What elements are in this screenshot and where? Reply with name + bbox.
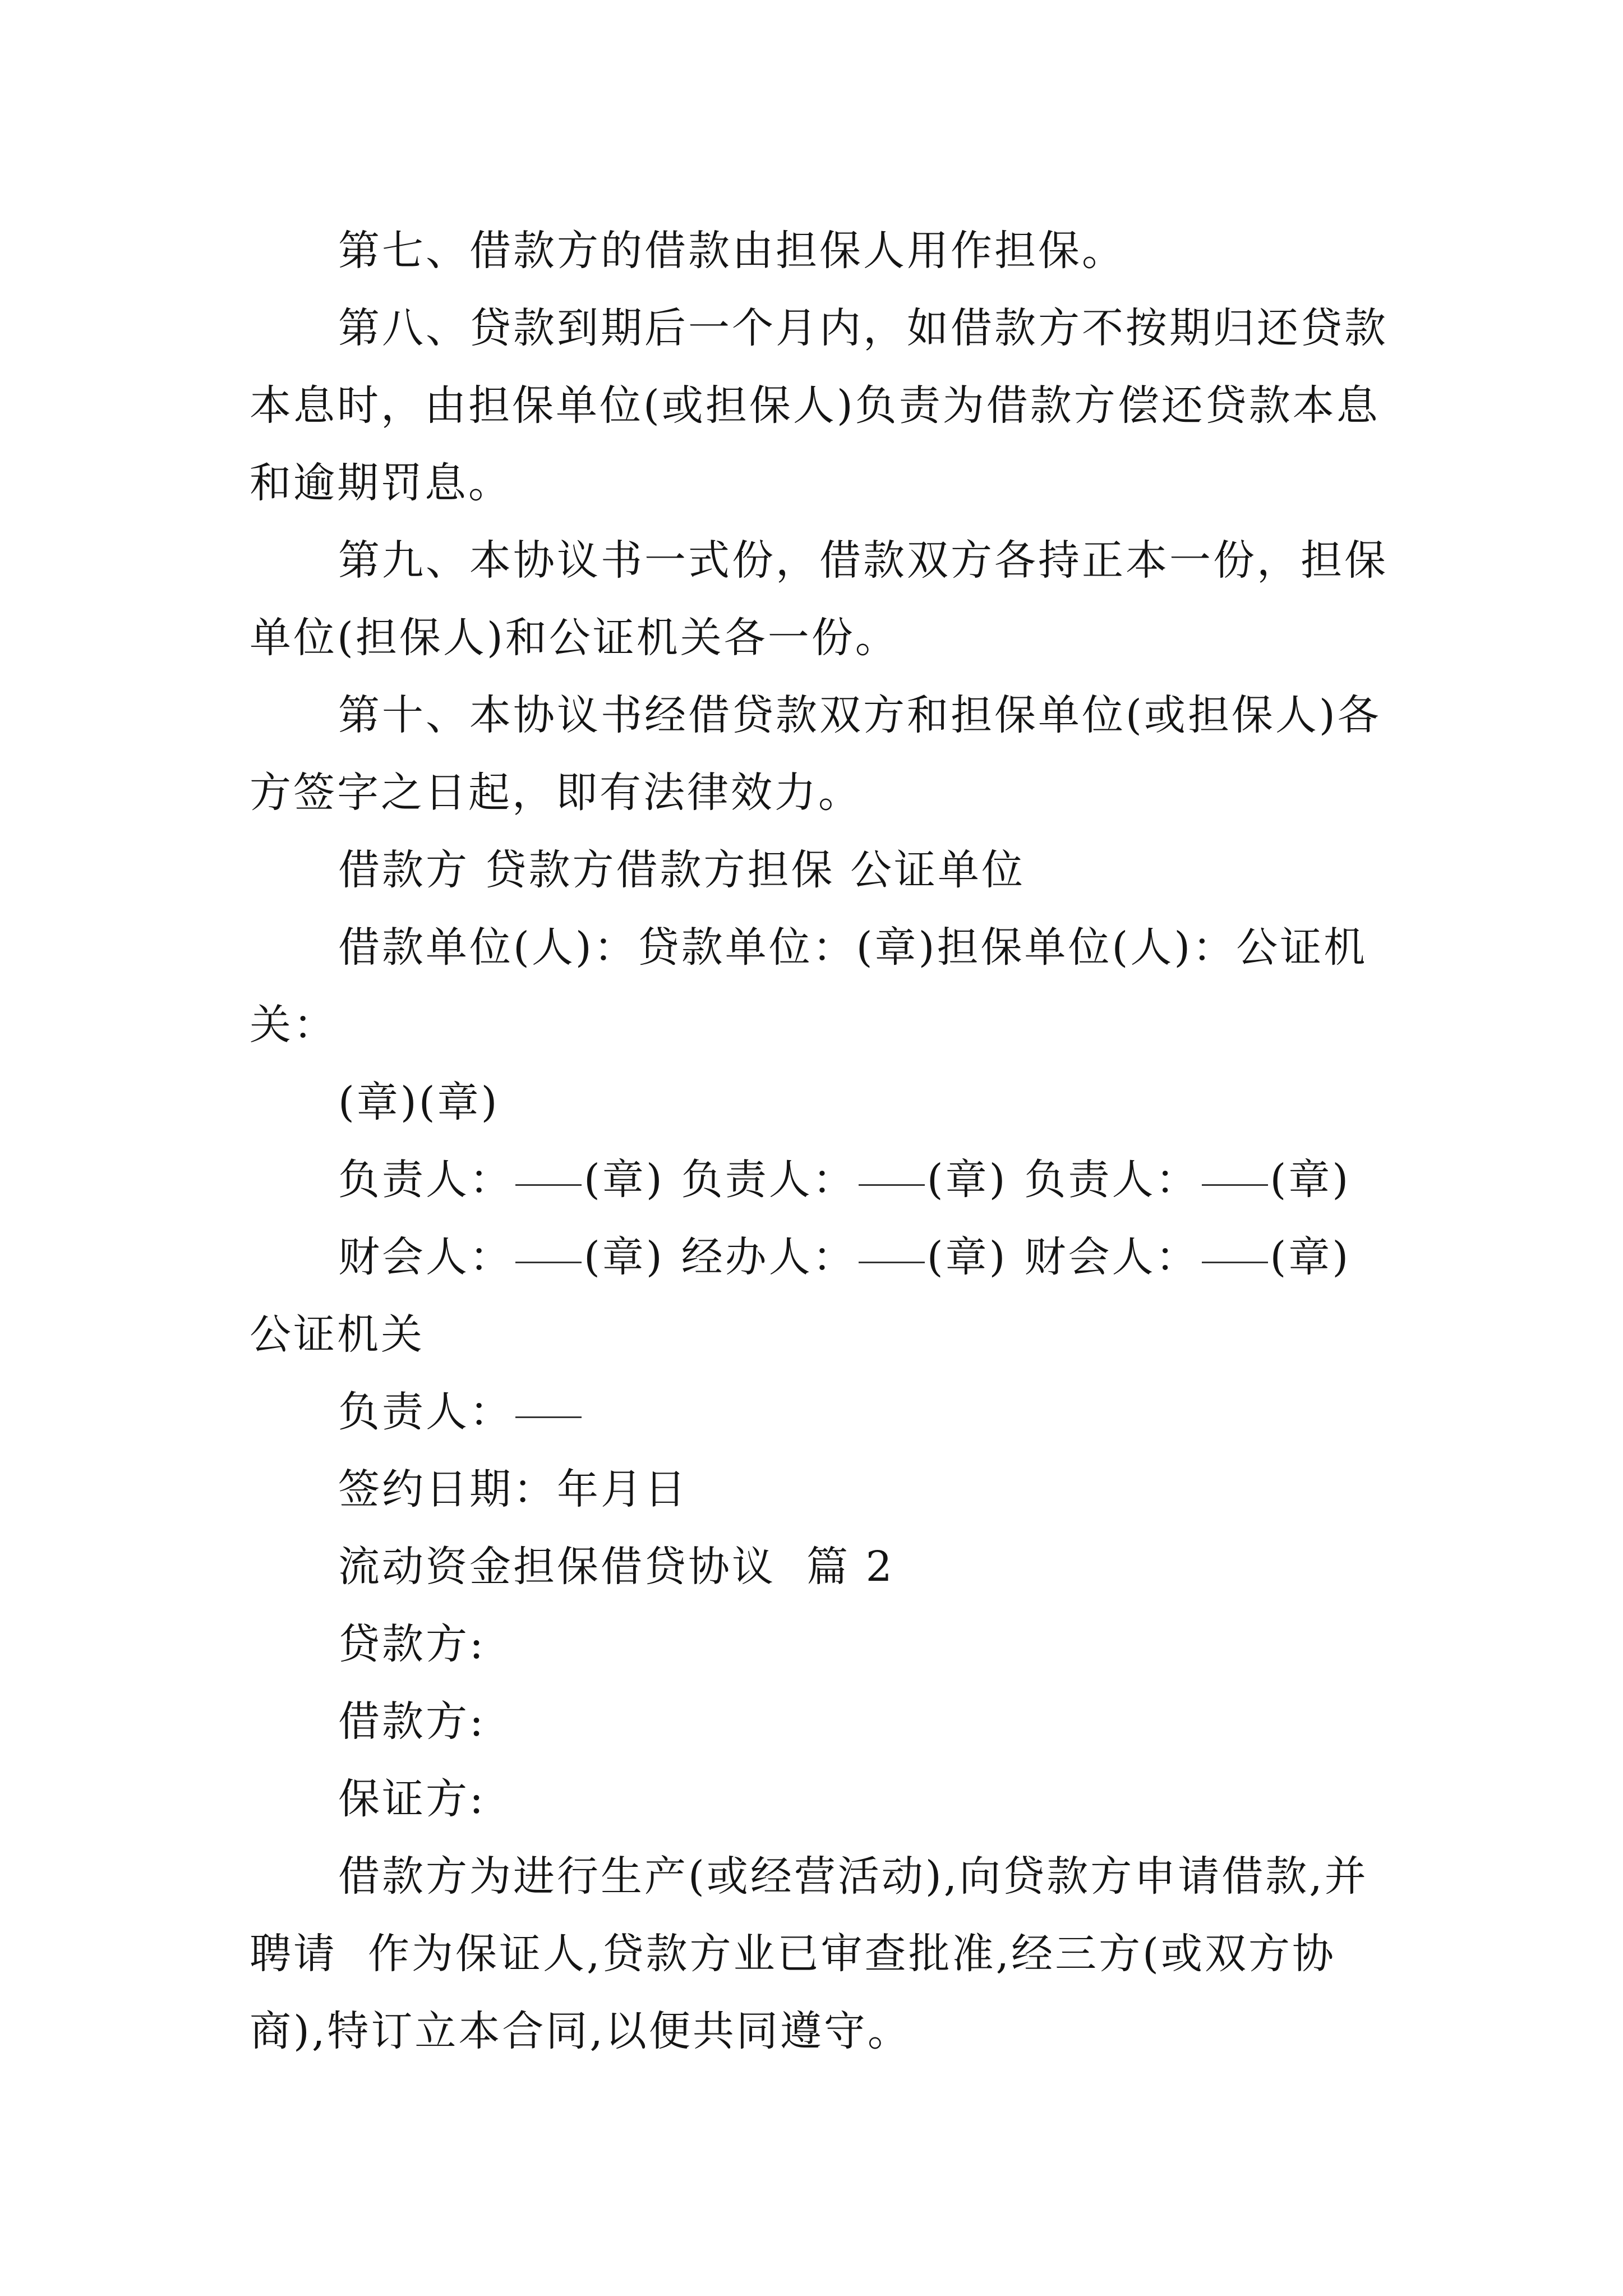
- contract-intro-line-1: 借款方为进行生产(或经营活动),向贷款方申请借款,并: [338, 1852, 1368, 1901]
- clause-8-line-1: 第八、贷款到期后一个月内，如借款方不按期归还贷款: [338, 304, 1388, 352]
- signature-row-accounting: [250, 1218, 1388, 1296]
- clause-9-line-1: 第九、本协议书一式份，借款双方各持正本一份，担保: [338, 536, 1388, 585]
- accountant-label-1: 财会人：: [338, 1233, 513, 1281]
- contract-intro-line-3: 商),特订立本合同,以便共同遵守。: [250, 2007, 911, 2055]
- signature-blank-line: [859, 1262, 925, 1263]
- clause-7-line-1: 第七、借款方的借款由担保人用作担保。: [338, 227, 1126, 275]
- seals-line: (章)(章): [338, 1078, 500, 1126]
- handler-label: 经办人：: [681, 1233, 856, 1281]
- contract-intro-line-2: 聘请 作为保证人,贷款方业已审查批准,经三方(或双方协: [250, 1930, 1336, 1978]
- sign-date-line: 签约日期：年月日: [338, 1465, 688, 1513]
- document-body: [250, 212, 1388, 2070]
- seal-mark-4: (章): [584, 1233, 665, 1281]
- clause-8-line-3: 和逾期罚息。: [250, 459, 512, 507]
- responsible-label-1: 负责人：: [338, 1156, 513, 1204]
- responsible-label-2: 负责人：: [681, 1156, 856, 1204]
- seal-mark-6: (章): [1270, 1233, 1351, 1281]
- seal-mark-3: (章): [1270, 1156, 1351, 1204]
- guarantor-line: 保证方:: [338, 1775, 486, 1823]
- parties-header-line: 借款方 贷款方借款方担保 公证单位: [338, 846, 1026, 894]
- units-line-2: 关：: [250, 1001, 337, 1049]
- signature-blank-line: [859, 1184, 925, 1186]
- lender-line: 贷款方:: [338, 1620, 486, 1668]
- clause-10-line-1: 第十、本协议书经借贷款双方和担保单位(或担保人)各: [338, 691, 1381, 739]
- signature-blank-line: [515, 1416, 582, 1418]
- units-line-1: 借款单位(人)：贷款单位：(章)担保单位(人)：公证机: [338, 923, 1368, 972]
- notary-head-line: [250, 1373, 1388, 1451]
- signature-blank-line: [1202, 1262, 1268, 1263]
- accountant-label-2: 财会人：: [1024, 1233, 1200, 1281]
- clause-8-line-2: 本息时，由担保单位(或担保人)负责为借款方偿还贷款本息: [250, 381, 1380, 430]
- signature-blank-line: [515, 1184, 582, 1186]
- clause-9-line-2: 单位(担保人)和公证机关各一份。: [250, 614, 899, 662]
- responsible-label-3: 负责人：: [1024, 1156, 1200, 1204]
- signature-row-responsible: [250, 1141, 1388, 1218]
- section-2-title: 流动资金担保借贷协议 篇 2: [338, 1543, 895, 1591]
- seal-mark-1: (章): [584, 1156, 665, 1204]
- seal-mark-2: (章): [926, 1156, 1008, 1204]
- seal-mark-5: (章): [926, 1233, 1008, 1281]
- clause-10-line-2: 方签字之日起，即有法律效力。: [250, 769, 862, 817]
- notary-office-label: 公证机关: [250, 1310, 425, 1359]
- borrower-line: 借款方:: [338, 1697, 486, 1746]
- notary-head-label: 负责人：: [338, 1388, 513, 1436]
- signature-blank-line: [1202, 1184, 1268, 1186]
- signature-blank-line: [515, 1262, 582, 1263]
